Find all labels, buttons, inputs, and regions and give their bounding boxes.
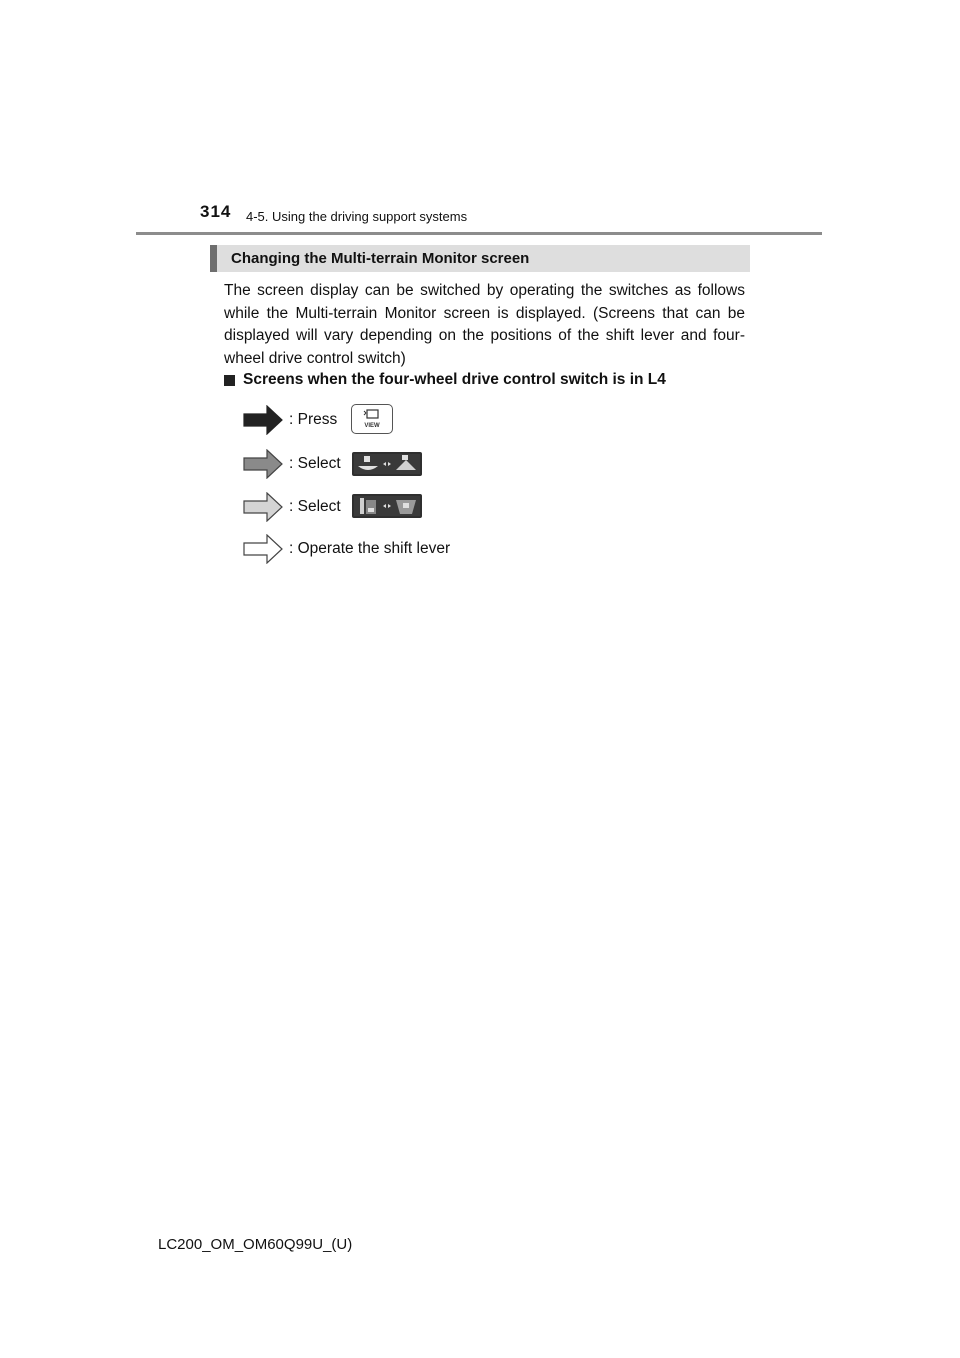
subheading: [224, 371, 666, 389]
black-arrow-icon: [243, 405, 283, 435]
gray-arrow-icon: [243, 449, 283, 479]
section-heading-text: Changing the Multi-terrain Monitor screen: [231, 250, 530, 267]
legend-text-select-2: : Select: [289, 498, 341, 515]
header-rule: [136, 232, 822, 235]
legend-text-press: : Press: [289, 411, 338, 428]
light-gray-arrow-icon: [243, 492, 283, 522]
legend-row-select-2: [243, 490, 341, 524]
legend-row-shift: [243, 532, 450, 566]
square-bullet-icon: [224, 375, 235, 386]
legend-text-select-1: : Select: [289, 455, 341, 472]
subheading-text: Screens when the four-wheel drive control switch is in L4: [243, 371, 666, 388]
body-paragraph: The screen display can be switched by operating the switches as follows while the Multi-terrain Monitor screen is displayed. (Screens that can be displayed will vary depending on the positions of the shift lever and four-wheel drive control switch): [224, 282, 745, 367]
legend-text-shift: : Operate the shift lever: [289, 540, 451, 557]
section-heading: [210, 245, 750, 272]
section-label: 4-5. Using the driving support systems: [246, 209, 468, 224]
underfloor-view-switch-icon: [352, 494, 422, 518]
camera-view-switch-icon: [352, 452, 422, 476]
view-key-label: VIEW: [364, 423, 380, 429]
footer-code: LC200_OM_OM60Q99U_(U): [158, 1236, 353, 1253]
legend-row-press: [243, 403, 337, 437]
legend-row-select-1: [243, 447, 341, 481]
view-button-icon: [351, 404, 393, 434]
page-number: 314: [200, 202, 232, 221]
outline-arrow-icon: [243, 534, 283, 564]
